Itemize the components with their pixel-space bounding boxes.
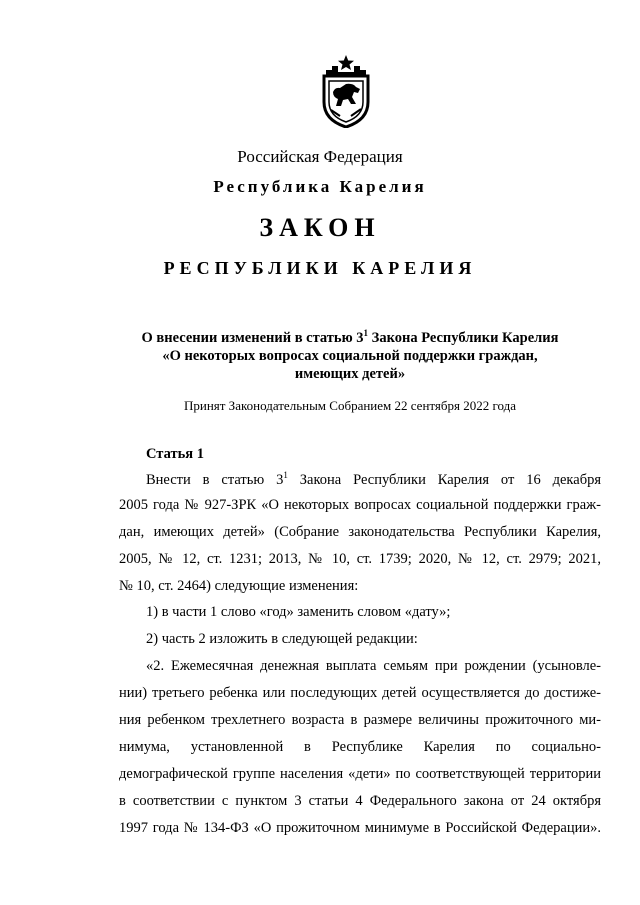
quote-line: «2. Ежемесячная денежная выплата семьям при рождении (усыновле- — [146, 658, 601, 674]
adoption-note: Принят Законодательным Собранием 22 сентября 2022 года — [183, 398, 517, 413]
quote-line: нимума, установленной в Республике Карелия по социально- — [119, 739, 601, 755]
quote-line: ния ребенком трехлетнего возраста в размере величины прожиточного ми- — [119, 712, 601, 728]
law-title-text: Закона Республики Карелия — [368, 329, 559, 346]
quote-line: нии) третьего ребенка или последующих детей осуществляется до достиже- — [119, 685, 601, 701]
law-title-text: О внесении изменений в статью 3 — [141, 329, 364, 346]
law-title — [100, 324, 600, 383]
paragraph-text: Внести в статью 3 — [146, 471, 284, 488]
paragraph-line: 2005 года № 927-ЗРК «О некоторых вопросах социальной поддержки граж- — [119, 497, 601, 513]
superscript: 1 — [283, 470, 288, 480]
law-title-line: имеющих детей» — [294, 365, 406, 382]
quote-line: демографической группе населения «дети» по соответствующей территории — [119, 766, 601, 782]
republic-name: Республика Карелия — [213, 177, 427, 196]
superscript: 1 — [363, 328, 369, 338]
list-item: 1) в части 1 слово «год» заменить словом «дату»; — [146, 604, 451, 620]
paragraph-line: дан, имеющих детей» (Собрание законодательства Республики Карелия, — [119, 524, 601, 540]
document-type-subtitle: РЕСПУБЛИКИ КАРЕЛИЯ — [163, 258, 477, 278]
paragraph-text: Закона Республики Карелия от 16 декабря — [287, 471, 601, 488]
paragraph-line — [146, 470, 601, 489]
paragraph-line: № 10, ст. 2464) следующие изменения: — [119, 578, 359, 594]
list-item: 2) часть 2 изложить в следующей редакции: — [146, 631, 418, 647]
article-heading: Статья 1 — [146, 446, 204, 462]
paragraph-line: 2005, № 12, ст. 1231; 2013, № 10, ст. 1739; 2020, № 12, ст. 2979; 2021, — [119, 551, 601, 567]
karelia-coat-of-arms-icon — [318, 54, 374, 128]
law-title-line: «О некоторых вопросах социальной поддержки граждан, — [162, 347, 538, 364]
quote-line: в соответствии с пунктом 3 статьи 4 Федерального закона от 24 октября — [119, 793, 601, 809]
country-name: Российская Федерация — [237, 147, 403, 166]
document-type: ЗАКОН — [259, 213, 381, 242]
quote-line: 1997 года № 134-ФЗ «О прожиточном минимуме в Российской Федерации». — [119, 820, 601, 836]
